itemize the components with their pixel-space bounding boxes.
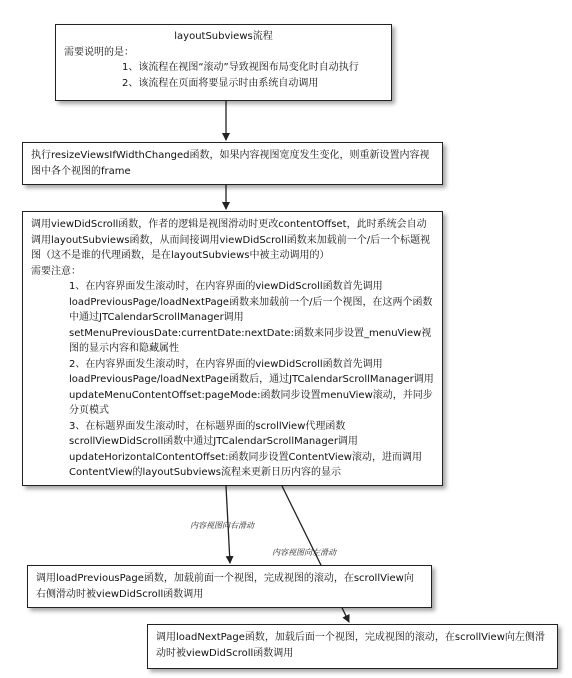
flow-box-load-previous-page — [27, 565, 432, 608]
box1-title: layoutSubviews流程 — [174, 31, 273, 42]
box4-text: 调用loadPreviousPage函数，加载前面一个视图，完成视图的滚动，在scrollView向右侧滑动时被viewDidScroll函数调用 — [36, 573, 414, 600]
box3-point-1: 1、在内容界面发生滚动时，在内容界面的viewDidScroll函数首先调用loadPreviousPage/loadNextPage函数来加载前一个/后一个视图，在这两个函数中通过JTCalendarScrollManager调用setMenuPreviousDate:currentDate:nextDate:函数来同步设置_menuView视图的显示内容和隐藏属性 — [69, 281, 433, 354]
flow-box-load-next-page — [147, 624, 558, 669]
flow-box-resize-views — [22, 142, 443, 185]
edge-label-scroll-left: 内容视图向左滑动 — [272, 548, 336, 557]
box2-text: 执行resizeViewsIfWidthChanged函数，如果内容视图宽度发生变化，则重新设置内容视图中各个视图的frame — [31, 150, 430, 177]
flow-box-view-did-scroll — [22, 211, 443, 486]
box3-point-2: 2、在内容界面发生滚动时，在内容界面的viewDidScroll函数首先调用loadPreviousPage/loadNextPage函数后，通过JTCalendarScrollManager调用updateMenuContentOffset:pageMode:函数同步设置menuView滚动，并同步分页模式 — [69, 358, 434, 416]
box3-point-3: 3、在标题界面发生滚动时，在标题界面的scrollView代理函数scrollViewDidScroll函数中通过JTCalendarScrollManager调用updateHorizontalContentOffset:函数同步设置ContentView滚动，进而调用ContentView的layoutSubviews流程来更新日历内容的显示 — [69, 420, 422, 478]
flow-box-layout-subviews — [55, 24, 392, 101]
box3-note: 需要注意： — [31, 265, 81, 277]
edge-label-scroll-right: 内容视图向右滑动 — [190, 521, 254, 530]
box5-text: 调用loadNextPage函数，加载后面一个视图，完成视图的滚动，在scrollView向左侧滑动时被viewDidScroll函数调用 — [156, 632, 545, 659]
box1-item-1: 1、该流程在视图“滚动”导致视图布局变化时自动执行 — [122, 62, 359, 73]
box3-intro: 调用viewDidScroll函数，作者的逻辑是视图滑动时更改contentOffset，此时系统会自动调用layoutSubviews函数，从而间接调用viewDidScroll函数来加载前一个/后一个标题视图（这不是谁的代理函数，是在layoutSubviews中被主动调用的） — [31, 219, 431, 261]
box1-note: 需要说明的是： — [64, 46, 134, 58]
box1-item-2: 2、该流程在页面将要显示时由系统自动调用 — [122, 77, 319, 89]
